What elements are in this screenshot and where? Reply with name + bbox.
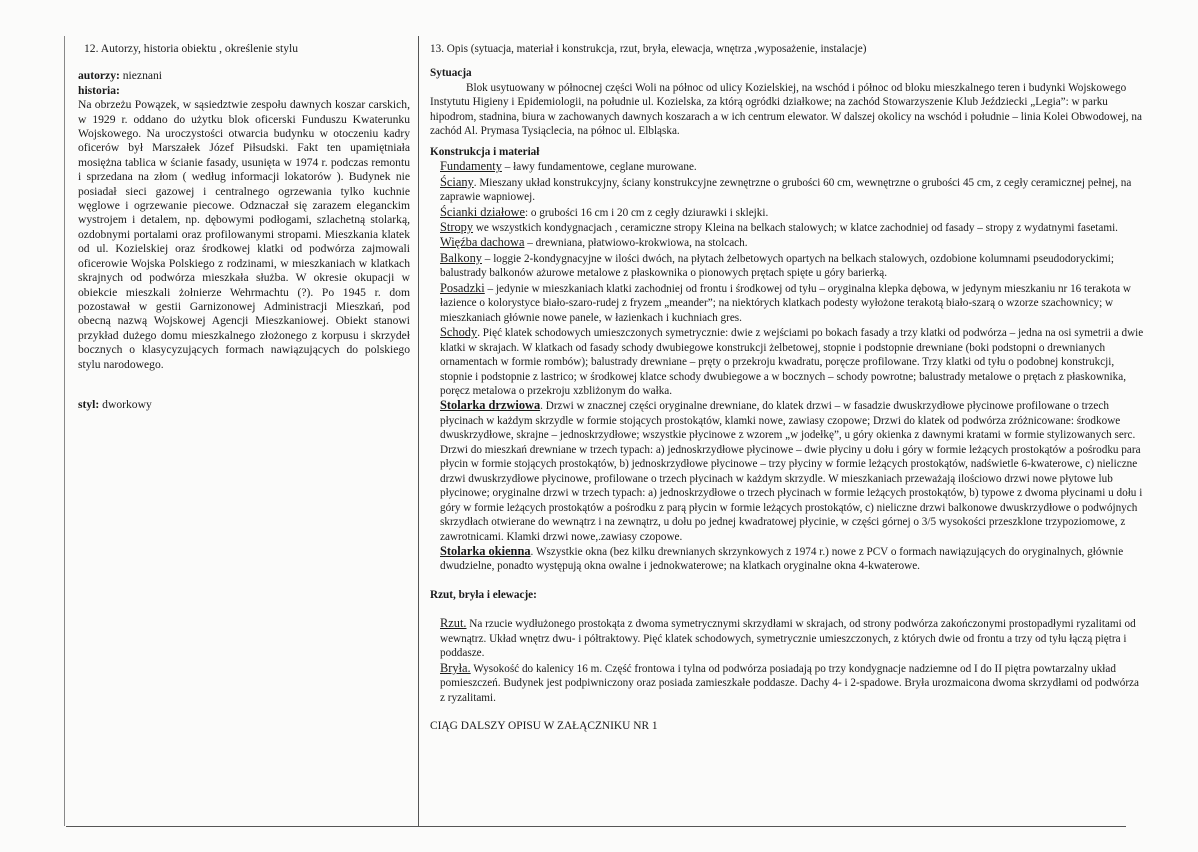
item-wiezba-dachowa	[430, 235, 1146, 250]
historia-label: historia:	[78, 83, 120, 97]
item-rzut	[430, 616, 1146, 660]
styl-value: dworkowy	[99, 397, 152, 411]
term-wiezba-dachowa: Więźba dachowa	[440, 235, 525, 250]
term-bryla: Bryła.	[440, 660, 471, 675]
text-rzut: Na rzucie wydłużonego prostokąta z dwoma symetrycznymi skrzydłami w skrajach, od strony podwórza zakończonymi prostopadłymi ryzalitami od wewnątrz. Układ wnętrz dwu- i półtraktowy. Pięć klatek schodowych, symetrycznie umieszczonych, z których dwie od frontu a trzy od tyłu łączą piętra i poddasze.	[440, 618, 1136, 660]
item-balkony	[430, 251, 1146, 281]
term-posadzki: Posadzki	[440, 280, 485, 295]
styl-line	[78, 398, 410, 412]
sytuacja-heading: Sytuacja	[430, 67, 472, 80]
text-fundamenty: – ławy fundamentowe, ceglane murowane.	[501, 161, 697, 174]
item-sciany	[430, 175, 1146, 205]
item-posadzki	[430, 281, 1146, 325]
text-stropy: we wszystkich kondygnacjach , ceramiczne stropy Kleina na belkach stalowych; w klatce zachodniej od fasady – stropy z wydatnymi fasetami.	[473, 221, 1118, 234]
item-fundamenty	[430, 159, 1146, 174]
item-scianki-dzialowe	[430, 205, 1146, 220]
right-column	[430, 42, 1146, 733]
term-stropy: Stropy	[440, 219, 474, 234]
autorzy-line	[78, 69, 410, 83]
section-12-header: 12. Autorzy, historia obiektu , określenie stylu	[84, 42, 299, 55]
item-bryla	[430, 661, 1146, 705]
column-divider	[418, 36, 419, 826]
text-stolarka-okienna: . Wszystkie okna (bez kilku drewnianych skrzynkowych z 1974 r.) nowe z PCV o formach nawiązujących do oryginalnych, głównie dwudzielne, ponadto występują okna owalne i jednokwaterowe; na klatkach oryginalne okna 4-kwaterowe.	[440, 545, 1124, 573]
term-balkony: Balkony	[440, 250, 482, 265]
sytuacja-text: Blok usytuowany w północnej części Woli na północ od ulicy Kozielskiej, na wschód i północ od bloku mieszkalnego teren i budynki Wojskowego Instytutu Higieny i Epidemiologii, na południe ul. Kozielska, za którą ogródki działkowe; na zachód Stowarzyszenie Klub Jeździecki „Legia”: w parku hipodrom, stadnina, biura w zachowanych dawnych koszarach a w ich centrum elewator. W dalszej okolicy na wschód i południe – linia Kolei Obwodowej, na zachód Al. Prymasa Tysiąclecia, na północ ul. Elbląska.	[430, 81, 1142, 138]
text-schody: . Pięć klatek schodowych umieszczonych symetrycznie: dwie z wejściami po bokach fasady a trzy klatki od podwórza – jedna na osi symetrii a dwie klatki w skrajach. W klatkach od fasady schody dwubiegowe konstrukcji żelbetowej, stopnie i podstopnie drewniane (boki podstopni o drewnianych ornamentach w formie rombów); balustrady drewniane – pręty o przekroju kwadratu, poręcze profilowane. Trzy klatki od tyłu o podobnej konstrukcji, stopnie i podstopnie z lastrico; w środkowej klatce schody dwubiegowe a w bocznych – schody powrotne; balustrady metalowe o prętach z płaskownika, poręcz metalowa o przekroju xzbliżonym do wałka.	[440, 327, 1144, 397]
left-edge-rule	[64, 36, 65, 826]
styl-label: styl:	[78, 397, 100, 411]
autorzy-value: nieznani	[119, 69, 163, 83]
term-schody: Schody	[440, 325, 478, 340]
item-stolarka-drzwiowa	[430, 398, 1146, 544]
autorzy-label: autorzy:	[78, 69, 120, 83]
text-balkony: – loggie 2-kondygnacyjne w ilości dwóch, na płytach żelbetowych opartych na belkach stalowych, ozdobione kolumnami pseudodoryckimi; balustrady balkonów ażurowe metalowe z płaskownika o pionowych prętach spięte u góry barierką.	[440, 252, 1114, 280]
term-rzut: Rzut.	[440, 616, 467, 631]
text-wiezba-dachowa: – drewniana, płatwiowo-krokwiowa, na stolcach.	[524, 237, 748, 250]
term-sciany: Ściany	[440, 174, 474, 189]
item-stropy	[430, 220, 1146, 235]
text-sciany: . Mieszany układ konstrukcyjny, ściany konstrukcyjne zewnętrzne o grubości 60 cm, wewnętrzne o grubości 45 cm, z cegły ceramicznej pełnej, na zaprawie wapniowej.	[440, 176, 1132, 204]
item-schody	[430, 325, 1146, 398]
item-stolarka-okienna	[430, 544, 1146, 574]
left-column	[78, 42, 410, 412]
bottom-rule	[66, 826, 1126, 827]
rzut-heading: Rzut, bryła i elewacje:	[430, 588, 537, 601]
historia-text: Na obrzeżu Powązek, w sąsiedztwie zespołu dawnych koszar carskich, w 1929 r. oddano do użytku blok oficerski Funduszu Kwaterunku Wojskowego. Na uroczystości otwarcia budynku w otoczeniu kadry oficerów był Marszałek Józef Piłsudski. Fakt ten upamiętniała mosiężna tablica w ścianie fasady, usunięta w 1974 r. podczas remontu i sprzedana na złom ( według informacji lokatorów ). Budynek nie posiadał sieci gazowej i centralnego ogrzewania tylko kuchnie węglowe i ogrzewanie piecowe. Odznaczał się zarazem eleganckim wystrojem i detalem, np. dębowymi podłogami, szlachetną stolarką, ozdobnymi portalami oraz profilowanymi stropami. Mieszkania klatek od ul. Kozielskiej oraz środkowej klatki od podwórza zajmowali oficerowie Wojska Polskiego z rodzinami, w mieszkaniach w klatkach skrajnych od podwórza mieszkała służba. W okresie okupacji w obiekcie mieszkali żołnierze Wehrmachtu (?). Po 1945 r. dom pozostawał w gestii Garnizonowej Administracji Mieszkań, pod obecną nazwą Wojskowej Agencji Mieszkaniowej. Obiekt stanowi przykład dużego domu mieszkalnego złożonego z korpusu i skrzydeł bocznych o klasycyzujących formach nawiązujących do polskiego stylu narodowego.	[78, 98, 410, 371]
section-13-header: 13. Opis (sytuacja, materiał i konstrukcja, rzut, bryła, elewacja, wnętrza ,wyposażenie, instalacje)	[430, 43, 867, 55]
konstrukcja-heading: Konstrukcja i materiał	[430, 145, 540, 158]
term-scianki-dzialowe: Ścianki działowe	[440, 204, 525, 219]
term-fundamenty: Fundamenty	[440, 159, 502, 174]
term-stolarka-okienna: Stolarka okienna	[440, 543, 531, 558]
text-posadzki: – jedynie w mieszkaniach klatki zachodniej od frontu i środkowej od tyłu – oryginalna klepka dębowa, w jedynym mieszkaniu nr 16 terakota w łazience o kolorystyce biało-szaro-rudej z fryzem „meander”; na niektórych klatkach podesty wyłożone terakotą biało-szarą o wzorze szachownicy; w mieszkaniach głównie nowe panele, w łazienkach i kuchniach gres.	[440, 282, 1131, 324]
term-stolarka-drzwiowa: Stolarka drzwiowa	[440, 398, 541, 413]
text-bryla: Wysokość do kalenicy 16 m. Część frontowa i tylna od podwórza posiadają po trzy kondygnacje nadziemne od I do II piętra powtarzalny układ pomieszczeń. Budynek jest podpiwniczony oraz posiada zamieszkałe poddasze. Dachy 4- i 2-spadowe. Bryła urozmaicona dwoma skrzydłami od podwórza z ryzalitami.	[440, 662, 1139, 704]
text-stolarka-drzwiowa: . Drzwi w znacznej części oryginalne drewniane, do klatek drzwi – w fasadzie dwuskrzydłowe płycinowe profilowane o trzech płycinach w każdym skrzydle w formie stojących prostokątów, klamki nowe, zawiasy czopowe; Drzwi do klatek od podwórza zróżnicowane: środkowe dwuskrzydłowe, skrajne – jednoskrzydłowe; wszystkie płycinowe z wzorem „w jodełkę”, u góry okienka z dawnymi kratami w formie stylizowanych serc. Drzwi do mieszkań drewniane w trzech typach: a) jednoskrzydłowe płycinowe – dwie płyciny u dołu i góry w formie leżących prostokątów a pośrodku para płycin w formie stojących prostokątów, b) jednoskrzydłowe płycinowe – trzy płyciny w formie leżących prostokątów, nadświetle 6-kwaterowe, c) nieliczne drzwi dwuskrzydłowe płycinowe, profilowane o trzech płycinach w każdym skrzydle. W mieszkaniach przeważają ilościowo drzwi nowe płytowe lub płycinowe; oryginalne drzwi w trzech typach: a) jednoskrzydłowe o trzech płycinach w formie leżących prostokątów, b) typowe z dwoma płycinami u dołu i góry w formie leżących prostokątów a pośrodku z parą płycin w formie leżących prostokątów, c) nieliczne drzwi balkonowe dwuskrzydłowe o podwójnych skrzydłach otwierane do wewnątrz i na zewnątrz, u dołu po jednej kwadratowej płycinie, w części górnej o 3/5 wysokości przeszklone trzypoziomowe, z zawrotnicami. Klamki drzwi nowe,.zawiasy czopowe.	[440, 400, 1143, 543]
text-scianki-dzialowe: : o grubości 16 cm i 20 cm z cegły dziurawki i sklejki.	[525, 206, 769, 219]
continuation-note: CIĄG DALSZY OPISU W ZAŁĄCZNIKU NR 1	[430, 720, 658, 733]
